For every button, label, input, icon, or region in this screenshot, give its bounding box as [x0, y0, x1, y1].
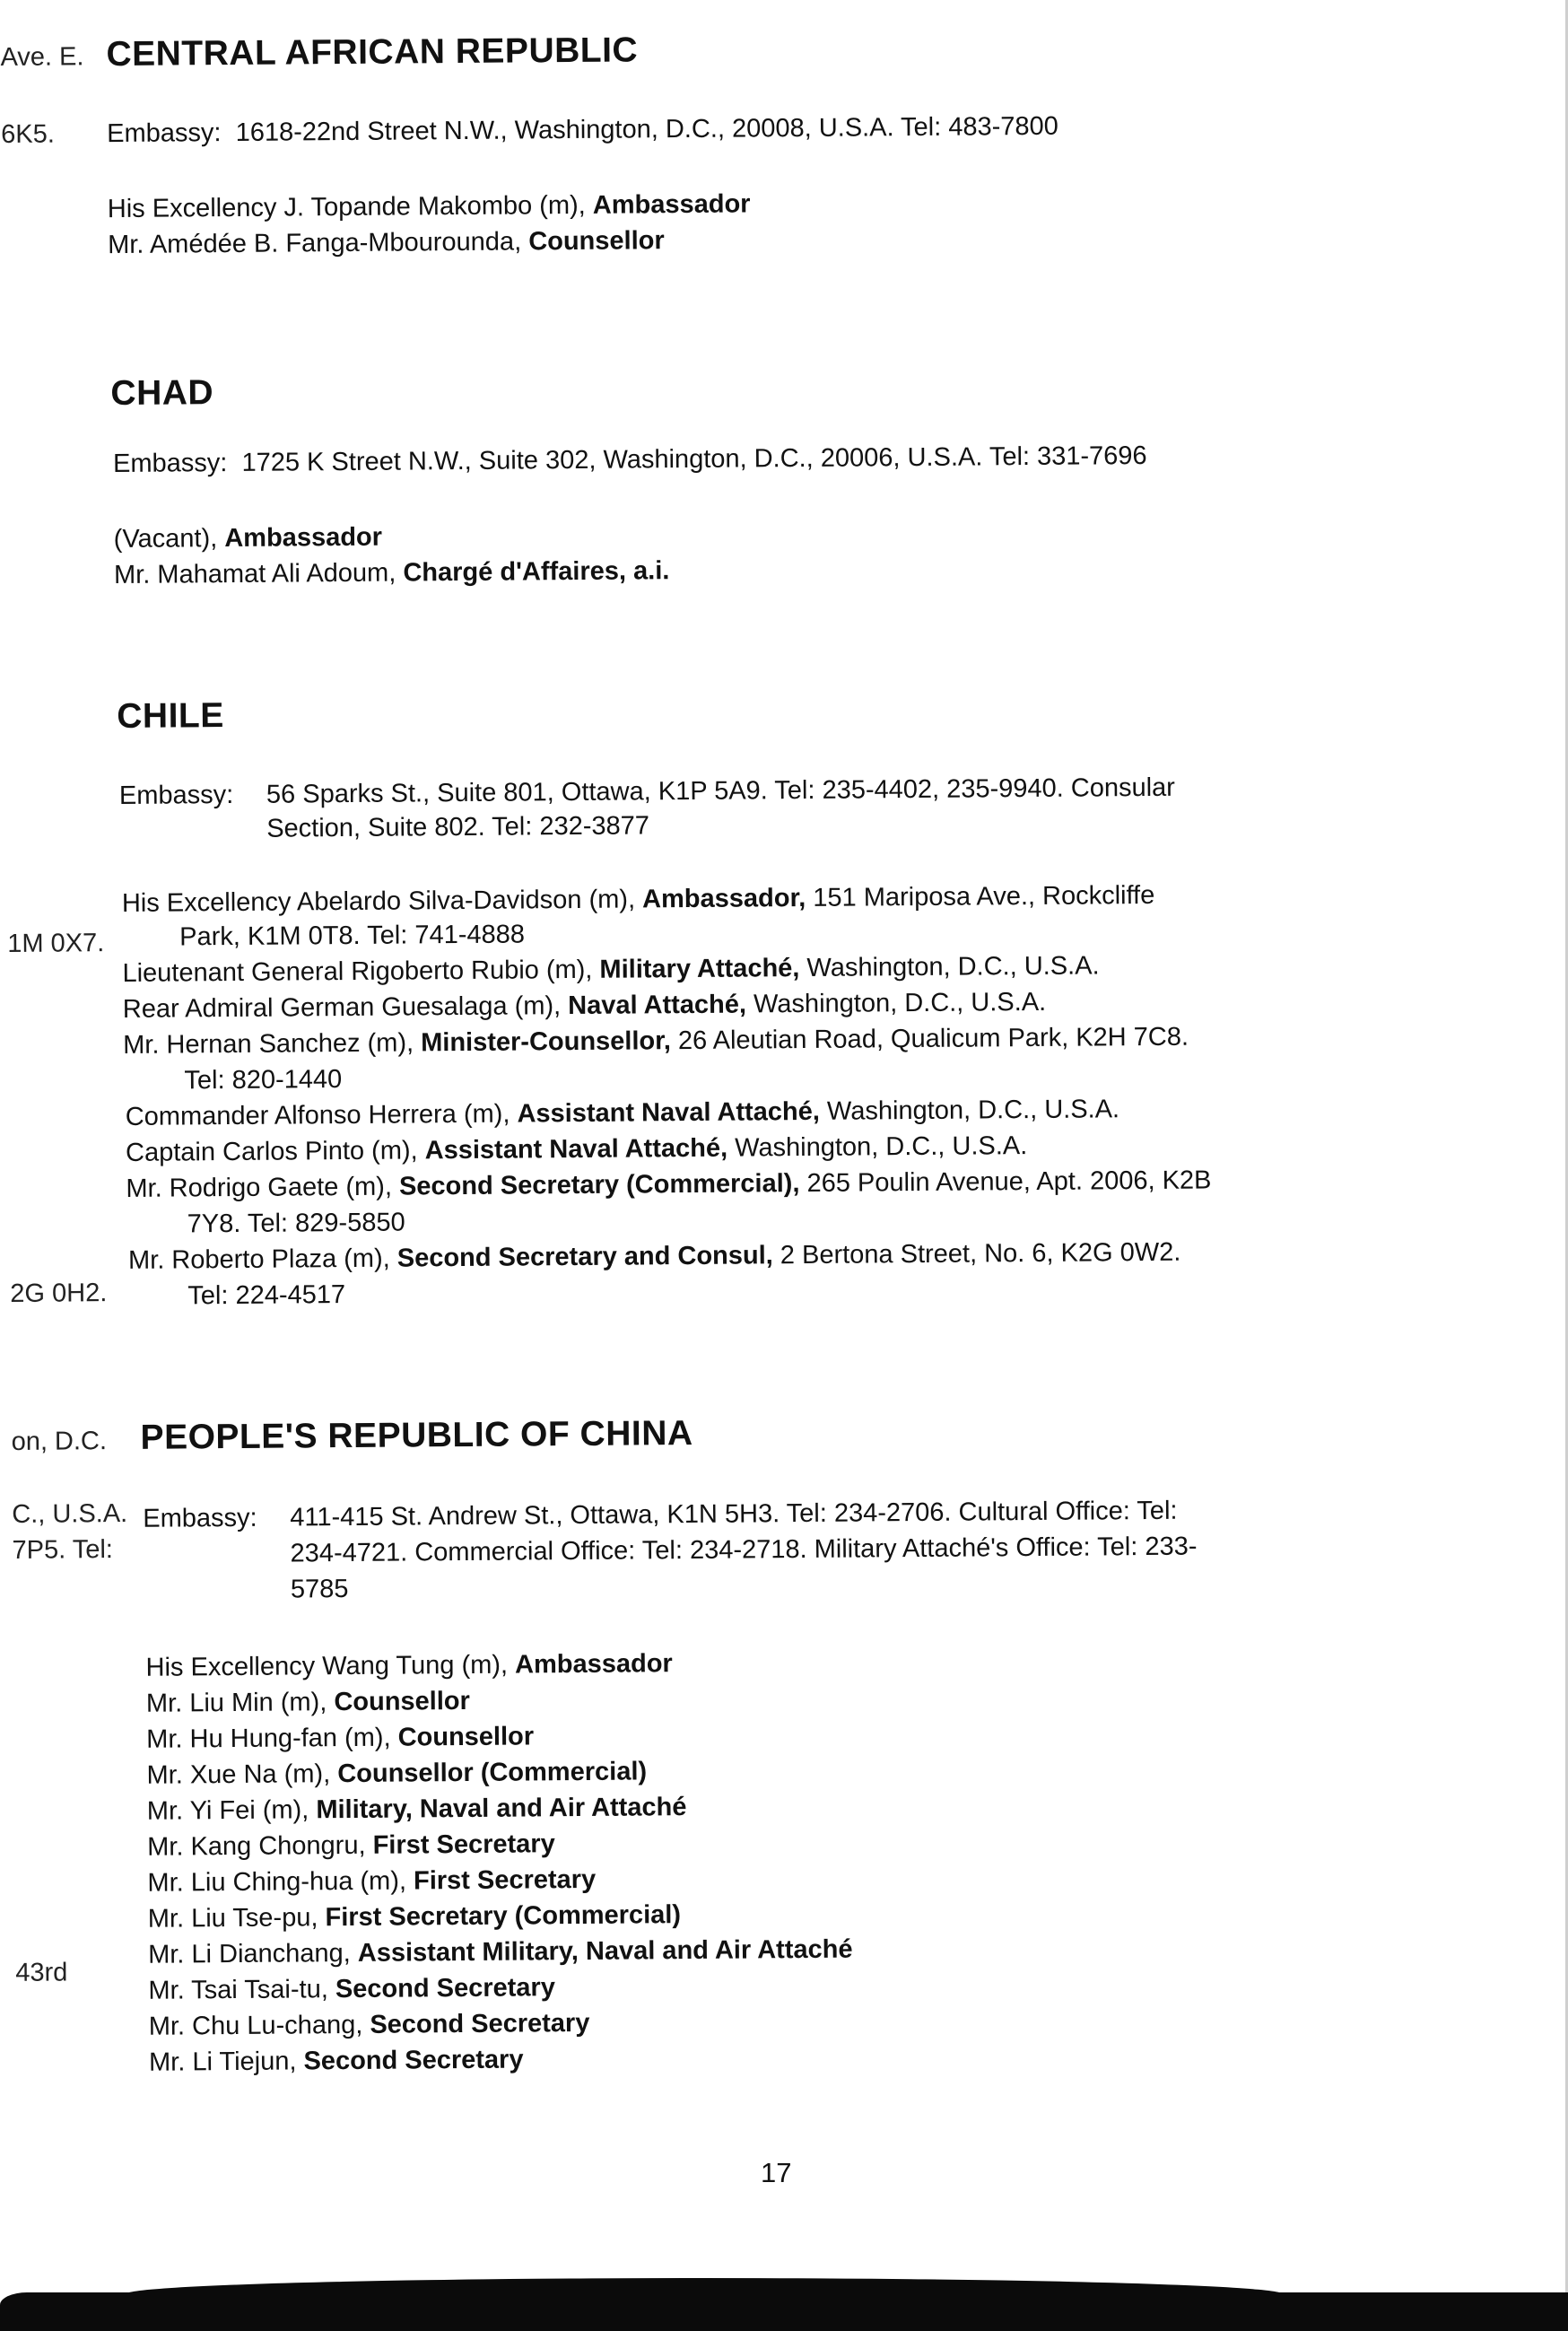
- embassy-line: [113, 441, 1147, 479]
- staff-entry: [122, 951, 1099, 989]
- staff-entry: [147, 1793, 687, 1827]
- margin-fragment: 7P5. Tel:: [12, 1535, 114, 1565]
- staff-title: Counsellor: [397, 1722, 535, 1752]
- embassy-address: 411-415 St. Andrew St., Ottawa, K1N 5H3. Tel: 234-2706. Cultural Office: Tel:: [290, 1496, 1178, 1532]
- section-heading-chile: CHILE: [117, 696, 224, 737]
- scan-shadow-bar: [0, 2292, 1568, 2331]
- staff-title: Ambassador: [514, 1649, 673, 1680]
- staff-entry: [126, 1166, 1211, 1204]
- staff-title: First Secretary: [372, 1829, 555, 1860]
- staff-entry: [123, 988, 1047, 1025]
- staff-entry: [122, 881, 1155, 919]
- staff-address: 151 Mariposa Ave., Rockcliffe: [813, 880, 1155, 912]
- staff-entry: [126, 1131, 1027, 1168]
- staff-title: Counsellor: [334, 1686, 470, 1717]
- staff-entry: [108, 226, 665, 260]
- staff-title: Ambassador,: [641, 883, 806, 914]
- staff-entry: [148, 1935, 853, 1970]
- staff-title: Ambassador: [592, 189, 751, 220]
- staff-name: Captain Carlos Pinto (m),: [125, 1136, 418, 1167]
- staff-entry: [128, 1238, 1181, 1276]
- staff-entry-cont: 7Y8. Tel: 829-5850: [187, 1208, 405, 1239]
- staff-name: Rear Admiral German Guesalaga (m),: [122, 991, 562, 1024]
- staff-name: Mr. Yi Fei (m),: [146, 1795, 309, 1826]
- embassy-label: Embassy:: [112, 449, 228, 479]
- embassy-address: 56 Sparks St., Suite 801, Ottawa, K1P 5A9. Tel: 235-4402, 235-9940. Consular: [266, 773, 1176, 809]
- staff-entry: [147, 1829, 555, 1863]
- embassy-line: [107, 112, 1058, 149]
- staff-name: Mr. Rodrigo Gaete (m),: [126, 1172, 393, 1203]
- staff-title: Naval Attaché,: [568, 990, 747, 1021]
- section-heading-china: PEOPLE'S REPUBLIC OF CHINA: [140, 1413, 693, 1457]
- section-heading-chad: CHAD: [110, 373, 214, 414]
- staff-title: First Secretary: [413, 1864, 597, 1896]
- staff-name: Mr. Chu Lu-chang,: [148, 2010, 363, 2041]
- embassy-address-cont: 5785: [290, 1575, 349, 1604]
- margin-fragment: 43rd: [15, 1958, 68, 1987]
- staff-address: 26 Aleutian Road, Qualicum Park, K2H 7C8.: [677, 1022, 1189, 1056]
- embassy-address: 1725 K Street N.W., Suite 302, Washington, D.C., 20006, U.S.A. Tel: 331-7696: [241, 441, 1147, 477]
- staff-title: Assistant Military, Naval and Air Attaché: [357, 1934, 853, 1968]
- page-number: 17: [761, 2157, 792, 2188]
- staff-name: Mr. Liu Ching-hua (m),: [147, 1866, 407, 1898]
- staff-name: Mr. Li Tiejun,: [148, 2047, 297, 2077]
- staff-address: 2 Bertona Street, No. 6, K2G 0W2.: [780, 1237, 1181, 1270]
- embassy-address-cont: 234-4721. Commercial Office: Tel: 234-2718. Military Attaché's Office: Tel: 233-: [290, 1532, 1198, 1568]
- staff-name: His Excellency Wang Tung (m),: [145, 1650, 509, 1682]
- staff-address: Washington, D.C., U.S.A.: [753, 987, 1047, 1019]
- staff-title: Counsellor: [528, 226, 665, 257]
- staff-entry: [148, 1973, 555, 2006]
- staff-title: Second Secretary and Consul,: [396, 1241, 773, 1273]
- embassy-address-cont: Section, Suite 802. Tel: 232-3877: [266, 811, 650, 843]
- embassy-label: Embassy:: [118, 780, 234, 810]
- embassy-label: Embassy:: [107, 118, 222, 149]
- staff-name: His Excellency J. Topande Makombo (m),: [107, 190, 586, 224]
- margin-fragment: Ave. E.: [0, 42, 84, 72]
- staff-name: (Vacant),: [113, 524, 218, 554]
- staff-name: Mr. Kang Chongru,: [147, 1830, 366, 1862]
- staff-title: Second Secretary (Commercial),: [398, 1169, 800, 1201]
- staff-name: Mr. Mahamat Ali Adoum,: [113, 558, 396, 590]
- staff-entry: [149, 2045, 524, 2077]
- staff-name: Mr. Liu Tse-pu,: [147, 1903, 318, 1934]
- staff-title: Second Secretary: [370, 2008, 590, 2039]
- margin-fragment: 6K5.: [1, 119, 55, 149]
- embassy-address: 1618-22nd Street N.W., Washington, D.C., 20008, U.S.A. Tel: 483-7800: [235, 111, 1058, 147]
- margin-fragment: C., U.S.A.: [12, 1498, 128, 1529]
- staff-title: Ambassador: [224, 522, 383, 554]
- margin-fragment: on, D.C.: [11, 1427, 108, 1456]
- staff-entry-cont: Tel: 820-1440: [184, 1065, 343, 1096]
- staff-name: Commander Alfonso Herrera (m),: [125, 1099, 510, 1131]
- staff-entry: [148, 1900, 681, 1934]
- staff-title: Assistant Naval Attaché,: [424, 1133, 728, 1166]
- staff-name: Mr. Amédée B. Fanga-Mbourounda,: [108, 227, 522, 260]
- staff-entry: [123, 1023, 1189, 1061]
- staff-address: Washington, D.C., U.S.A.: [826, 1095, 1120, 1126]
- staff-title: First Secretary (Commercial): [325, 1900, 682, 1933]
- staff-entry: [147, 1865, 596, 1899]
- staff-name: Mr. Hu Hung-fan (m),: [146, 1723, 391, 1754]
- embassy-line: [143, 1497, 1177, 1534]
- staff-name: Mr. Xue Na (m),: [146, 1759, 331, 1790]
- staff-title: Counsellor (Commercial): [337, 1757, 648, 1789]
- staff-address: Washington, D.C., U.S.A.: [806, 951, 1100, 982]
- embassy-label: Embassy:: [143, 1503, 257, 1533]
- staff-title: Chargé d'Affaires, a.i.: [403, 556, 670, 588]
- staff-title: Military Attaché,: [599, 954, 800, 984]
- staff-name: Mr. Liu Min (m),: [145, 1688, 327, 1718]
- staff-entry: [114, 556, 670, 590]
- section-heading-car: CENTRAL AFRICAN REPUBLIC: [106, 31, 639, 74]
- staff-entry: [114, 523, 382, 554]
- staff-title: Second Secretary: [303, 2045, 524, 2076]
- margin-fragment: 2G 0H2.: [10, 1279, 108, 1308]
- margin-fragment: 1M 0X7.: [7, 929, 105, 958]
- staff-entry: [146, 1687, 470, 1719]
- staff-name: Mr. Roberto Plaza (m),: [127, 1244, 390, 1275]
- staff-entry: [145, 1649, 672, 1683]
- staff-name: Mr. Hernan Sanchez (m),: [123, 1028, 414, 1060]
- staff-entry: [146, 1757, 647, 1790]
- staff-entry: [146, 1722, 534, 1754]
- staff-name: His Excellency Abelardo Silva-Davidson (m),: [121, 885, 636, 918]
- staff-name: Lieutenant General Rigoberto Rubio (m),: [122, 955, 593, 988]
- staff-entry-cont: Tel: 224-4517: [187, 1280, 346, 1311]
- staff-entry-cont: Park, K1M 0T8. Tel: 741-4888: [179, 920, 526, 952]
- staff-address: Washington, D.C., U.S.A.: [735, 1131, 1028, 1163]
- staff-entry: [149, 2009, 590, 2042]
- staff-entry: [108, 189, 751, 224]
- embassy-line: [119, 773, 1175, 811]
- staff-title: Assistant Naval Attaché,: [517, 1096, 821, 1129]
- staff-entry: [126, 1095, 1120, 1132]
- staff-title: Military, Naval and Air Attaché: [316, 1793, 687, 1825]
- staff-name: Mr. Li Dianchang,: [147, 1938, 351, 1969]
- staff-title: Second Secretary: [335, 1973, 556, 2004]
- staff-name: Mr. Tsai Tsai-tu,: [148, 1975, 328, 2005]
- staff-address: 265 Poulin Avenue, Apt. 2006, K2B: [806, 1166, 1212, 1198]
- staff-title: Minister-Counsellor,: [421, 1026, 672, 1058]
